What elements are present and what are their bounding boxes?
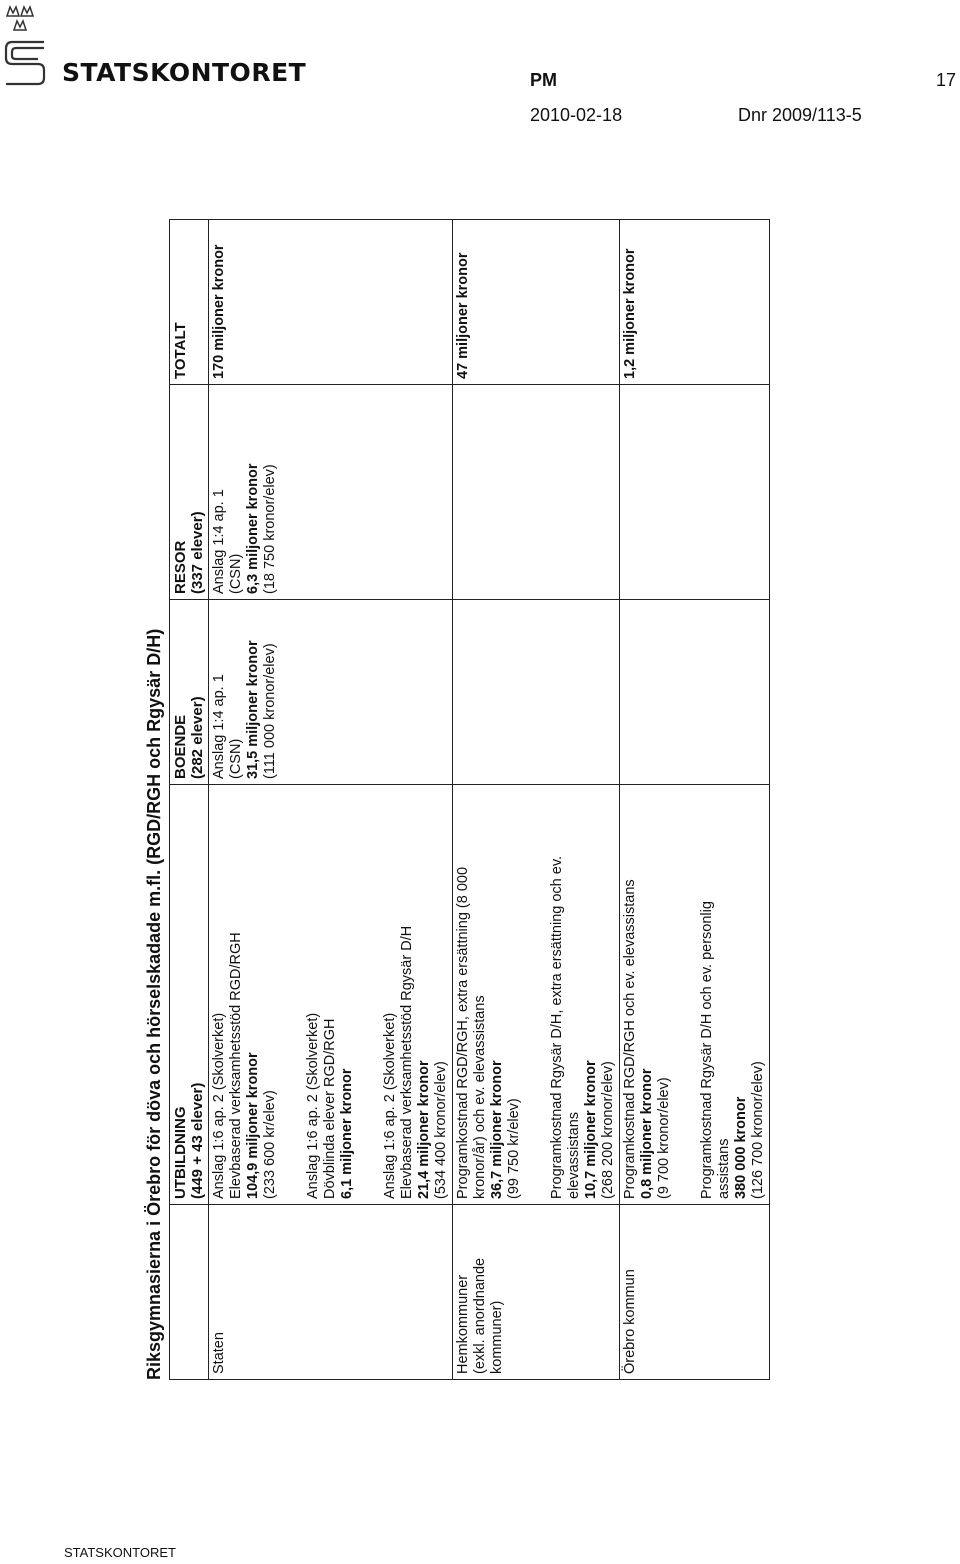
- amount-line: 6,3 miljoner kronor: [245, 463, 261, 594]
- header-boende-count: (282 elever): [189, 696, 206, 779]
- page-number: 17: [936, 70, 957, 90]
- text-line: Hemkommuner: [455, 1274, 471, 1374]
- text-line: (99 750 kr/elev): [506, 1098, 522, 1199]
- text-line: Programkostnad RGD/RGH, extra ersättning (8 000: [455, 866, 471, 1199]
- cell-hemkommuner-resor: [453, 385, 620, 600]
- text-line: kronor/år) och ev. elevassistans: [472, 995, 488, 1199]
- text-line: Dövblinda elever RGD/RGH: [322, 1018, 338, 1199]
- table-row-staten: [209, 220, 453, 1380]
- text-line: (268 200 kronor/elev): [600, 1061, 616, 1199]
- text-line: Anslag 1:6 ap. 2 (Skolverket): [211, 1012, 227, 1199]
- amount-line: 36,7 miljoner kronor: [489, 1060, 505, 1199]
- row-label-orebro: Örebro kommun: [620, 1205, 770, 1380]
- cell-hemkommuner-totalt: 47 miljoner kronor: [453, 220, 620, 385]
- text-line: Programkostnad RGD/RGH och ev. elevassistans: [622, 879, 638, 1199]
- header-utbildning-title: UTBILDNING: [172, 1106, 189, 1199]
- cell-orebro-totalt: 1,2 miljoner kronor: [620, 220, 770, 385]
- header-empty: [170, 1205, 209, 1380]
- text-line: (233 600 kr/elev): [262, 1090, 278, 1199]
- amount-line: 0,8 miljoner kronor: [639, 1068, 655, 1199]
- text-line: (18 750 kronor/elev): [262, 464, 278, 594]
- text-line: Elevbaserad verksamhetsstöd RGD/RGH: [228, 932, 244, 1199]
- header-utbildning-count: (449 + 43 elever): [189, 1082, 206, 1199]
- logo-text: STATSKONTORET: [62, 58, 307, 87]
- header-utbildning: [170, 785, 209, 1205]
- cell-staten-boende: [209, 600, 453, 785]
- text-line: (126 700 kronor/elev): [750, 1061, 766, 1199]
- amount-line: 6,1 miljoner kronor: [339, 1068, 355, 1199]
- text-line: (CSN): [228, 738, 244, 779]
- header-totalt: [170, 220, 209, 385]
- table-title: Riksgymnasierna i Örebro för döva och hörselskadade m.fl. (RGD/RGH och Rgysär D/H): [144, 628, 164, 1380]
- header-resor: [170, 385, 209, 600]
- amount-line: 21,4 miljoner kronor: [416, 1060, 432, 1199]
- text-line: assistans: [716, 1138, 732, 1199]
- row-label-staten: Staten: [209, 1205, 453, 1380]
- amount-line: 10,7 miljoner kronor: [583, 1060, 599, 1199]
- document-dnr: Dnr 2009/113-5: [738, 105, 862, 125]
- cell-hemkommuner-utbildning: [453, 785, 620, 1205]
- row-label-hemkommuner: [453, 1205, 620, 1380]
- text-line: Anslag 1:4 ap. 1: [211, 674, 227, 779]
- cell-orebro-boende: [620, 600, 770, 785]
- cell-orebro-resor: [620, 385, 770, 600]
- document-date: 2010-02-18: [530, 105, 623, 125]
- cell-staten-utbildning: [209, 785, 453, 1205]
- rotated-table-region: [140, 220, 766, 1380]
- header-totalt-title: TOTALT: [172, 322, 189, 379]
- text-line: Elevbaserad verksamhetsstöd Rgysär D/H: [399, 925, 415, 1199]
- header-boende-title: BOENDE: [172, 714, 189, 779]
- amount-line: 104,9 miljoner kronor: [245, 1052, 261, 1199]
- amount-line: 31,5 miljoner kronor: [245, 640, 261, 779]
- header-boende: [170, 600, 209, 785]
- text-line: Anslag 1:6 ap. 2 (Skolverket): [305, 1012, 321, 1199]
- cost-table: [169, 219, 770, 1380]
- text-line: Anslag 1:4 ap. 1: [211, 489, 227, 594]
- text-line: kommuner): [489, 1300, 505, 1374]
- text-line: Anslag 1:6 ap. 2 (Skolverket): [382, 1012, 398, 1199]
- document-type: PM: [530, 70, 557, 90]
- text-line: (CSN): [228, 553, 244, 594]
- table-row-orebro: [620, 220, 770, 1380]
- text-line: (9 700 kronor/elev): [656, 1077, 672, 1199]
- table-row-hemkommuner: [453, 220, 620, 1380]
- text-line: (111 000 kronor/elev): [262, 643, 278, 779]
- footer-text: STATSKONTORET: [64, 1545, 176, 1560]
- cell-orebro-utbildning: [620, 785, 770, 1205]
- header-resor-count: (337 elever): [189, 511, 206, 594]
- header-row: [170, 220, 209, 1380]
- amount-line: 380 000 kronor: [733, 1096, 749, 1199]
- header-resor-title: RESOR: [172, 540, 189, 594]
- statskontoret-logo-icon: [4, 4, 48, 86]
- cell-staten-totalt: 170 miljoner kronor: [209, 220, 453, 385]
- text-line: (534 400 kronor/elev): [433, 1061, 449, 1199]
- cell-hemkommuner-boende: [453, 600, 620, 785]
- text-line: Programkostnad Rgysär D/H, extra ersättning och ev.: [549, 855, 565, 1199]
- cell-staten-resor: [209, 385, 453, 600]
- text-line: Programkostnad Rgysär D/H och ev. personlig: [699, 901, 715, 1199]
- text-line: elevassistans: [566, 1111, 582, 1199]
- text-line: (exkl. anordnande: [472, 1257, 488, 1374]
